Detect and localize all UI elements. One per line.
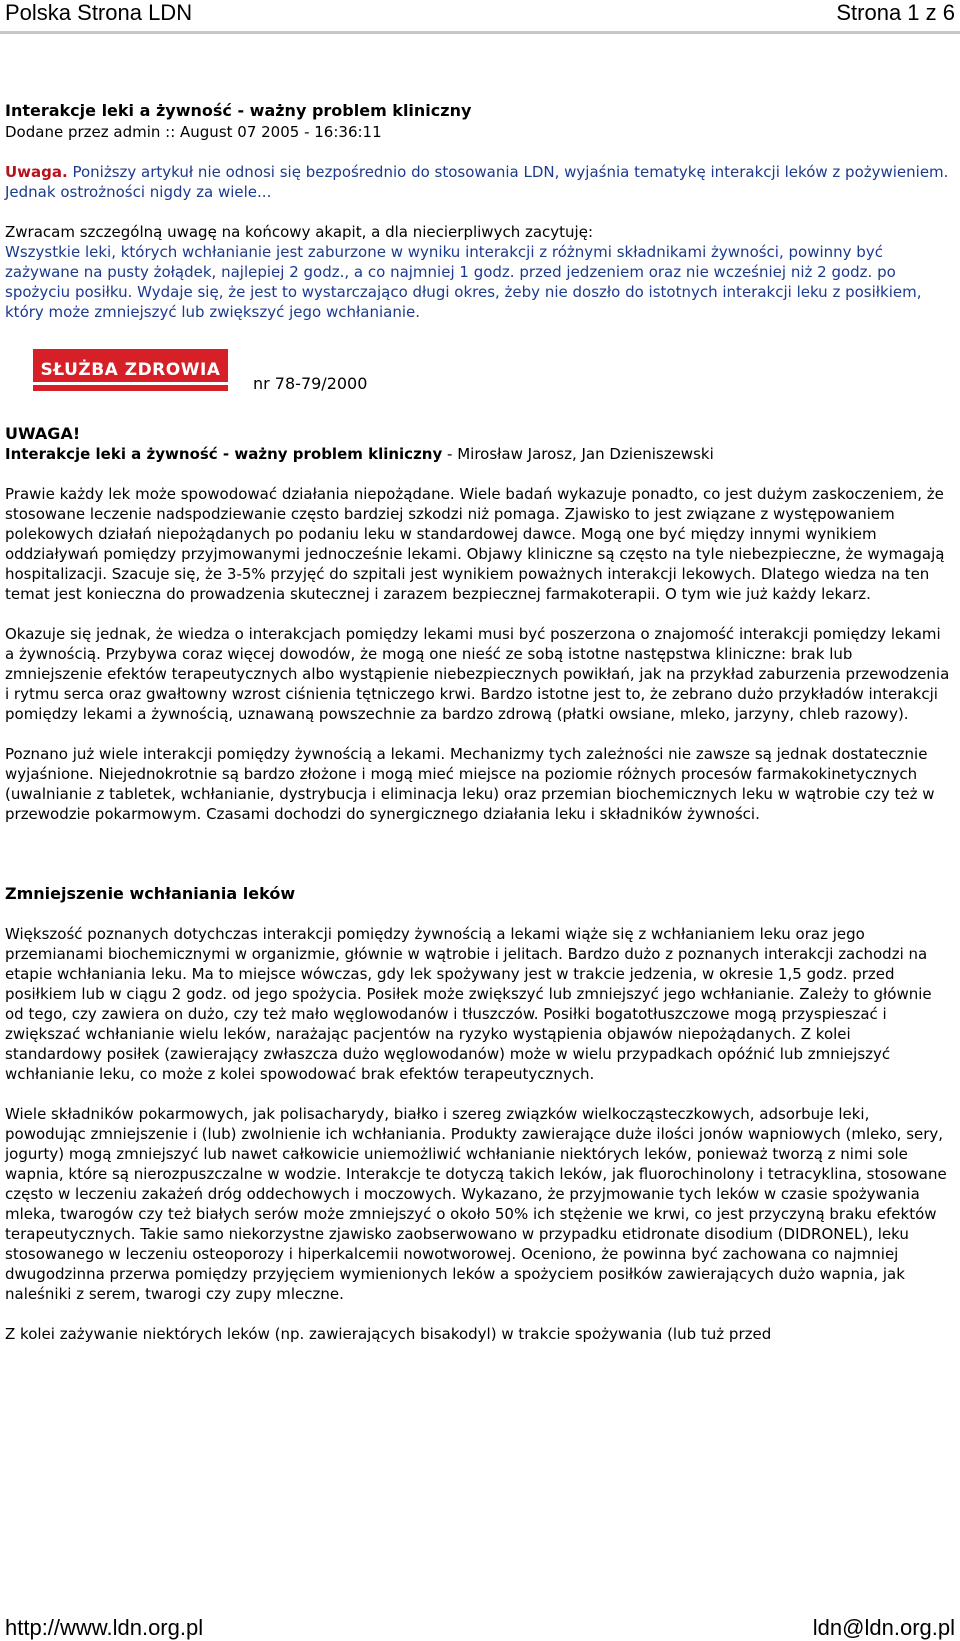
byline <box>5 444 952 464</box>
article-body <box>5 100 952 1344</box>
source-row <box>5 344 952 424</box>
footer-email[interactable]: ldn@ldn.org.pl <box>812 1615 955 1640</box>
intro-quote: Wszystkie leki, których wchłanianie jest zaburzone w wyniku interakcji z różnymi składnikami żywności, powinny być zażywane na pusty żołądek, najlepiej 2 godz., a co najmniej 1 godz. przed jedzeniem oraz nie wcześniej niż 2 godz. po spożyciu posiłku. Wydaje się, że jest to wystarczająco długi okres, żeby nie doszło do istotnych interakcji leku z posiłkiem, który może zmniejszyć lub zwiększyć jego wchłanianie. <box>5 243 922 321</box>
paragraph-2: Okazuje się jednak, że wiedza o interakcjach pomiędzy lekami musi być poszerzona o znajomość interakcji pomiędzy lekami a żywnością. Przybywa coraz więcej dowodów, że mogą one nieść ze sobą istotne następstwa kliniczne: brak lub zmniejszenie efektów terapeutycznych albo wystąpienie niebezpiecznych powikłań, jak na przykład zaburzenia przewodzenia i rytmu serca oraz gwałtowny wzrost ciśnienia tętniczego krwi. Bardzo istotne jest to, że zebrano dużo przykładów interakcji pomiędzy lekami a żywnością, uznawaną powszechnie za bardzo zdrową (płatki owsiane, mleko, jarzyny, chleb razowy). <box>5 625 950 723</box>
article-title: Interakcje leki a żywność - ważny problem kliniczny <box>5 101 472 120</box>
note-label: Uwaga. <box>5 163 68 181</box>
paragraph-1: Prawie każdy lek może spowodować działania niepożądane. Wiele badań wykazuje ponadto, co jest dużym zaskoczeniem, że stosowane leczenie nadspodziewanie często bardziej szkodzi niż pomaga. Zjawisko to jest związane z występowaniem polekowych działań niepożądanych po podaniu leku w standardowej dawce. Mogą one być między innymi wynikiem oddziaływań pomiędzy przyjmowanymi jednocześnie lekami. Objawy kliniczne są często na tyle niebezpieczne, że wymagają hospitalizacji. Szacuje się, że 3-5% przyjęć do szpitali jest wynikiem poważnych interakcji lekowych. Dlatego wiedza na ten temat jest konieczna do prowadzenia skutecznej i zarazem bezpiecznej farmakoterapii. O tym wie już każdy lekarz. <box>5 485 945 603</box>
section-paragraph-1: Większość poznanych dotychczas interakcji pomiędzy żywnością a lekami wiąże się z wchłanianiem leku oraz jego przemianami biochemicznymi w organizmie, głównie w wątrobie i jelitach. Bardzo dużo z poznanych interakcji zachodzi na etapie wchłaniania leku. Ma to miejsce wówczas, gdy lek spożywany jest w trakcie jedzenia, w okresie 1,5 godz. przed posiłkiem lub w ciągu 2 godz. od jego spożycia. Posiłek może zwiększyć lub zmniejszyć jego wchłanianie. Zależy to głównie od tego, czy zawiera on dużo, czy też mało węglowodanów i tłuszczów. Posiłki bogatotłuszczowe mogą przyspieszać i zwiększać wchłanianie wielu leków, narażając pacjentów na ryzyko wystąpienia objawów niepożądanych. Z kolei standardowy posiłek (zawierający zwłaszcza dużo węglowodanów) może w wielu przypadkach opóźnić lub zmniejszyć wchłanianie leku, co może z kolei spowodować brak efektów terapeutycznych. <box>5 925 932 1083</box>
header-divider <box>0 31 960 34</box>
footer-url[interactable]: http://www.ldn.org.pl <box>5 1615 204 1640</box>
section-paragraph-3: Z kolei zażywanie niektórych leków (np. zawierających bisakodyl) w trakcie spożywania (lub tuż przed <box>5 1325 772 1343</box>
paragraph-3: Poznano już wiele interakcji pomiędzy żywnością a lekami. Mechanizmy tych zależności nie zawsze są jednak dostatecznie wyjaśnione. Niejednokrotnie są bardzo złożone i mogą mieć miejsce na poziomie różnych procesów farmakokinetycznych (uwalnianie z tabletek, wchłanianie, dystrybucja i eliminacja leku) oraz przemian biochemicznych leku w wątrobie czy też w przewodzie pokarmowym. Czasami dochodzi do synergicznego działania leku i składników żywności. <box>5 745 935 823</box>
intro-lead: Zwracam szczególną uwagę na końcowy akapit, a dla niecierpliwych zacytuję: <box>5 223 594 241</box>
byline-title: Interakcje leki a żywność - ważny problem kliniczny <box>5 445 443 463</box>
note-paragraph <box>5 162 952 202</box>
section-paragraph-2: Wiele składników pokarmowych, jak polisacharydy, białko i szereg związków wielkocząsteczkowych, adsorbuje leki, powodując zmniejszenie i (lub) zwolnienie ich wchłaniania. Produkty zawierające duże ilości jonów wapniowych (mleko, sery, jogurty) mogą zmniejszyć lub nawet całkowicie uniemożliwić wchłanianie niektórych leków, ponieważ tworzą z nimi sole wapnia, które są nierozpuszczalne w wodzie. Interakcje te dotyczą takich leków, jak fluorochinolony i tetracyklina, stosowane często w leczeniu zakażeń dróg oddechowych i moczowych. Wykazano, że przyjmowanie tych leków w czasie spożywania mleka, twarogów czy też białych serów może zmniejszyć o około 50% ich stężenie we krwi, co jest przyczyną braku efektów terapeutycznych. Takie samo niekorzystne zjawisko zaobserwowano w przypadku etidronate disodium (DIDRONEL), leku stosowanego w leczeniu osteoporozy i hiperkalcemii nowotworowej. Oceniono, że powinna być zachowana co najmniej dwugodzinna przerwa pomiędzy przyjęciem wymienionych leków a spożyciem posiłków zawierających dużo wapnia, jak naleśniki z serem, twarogi czy zupy mleczne. <box>5 1105 947 1303</box>
byline-authors: - Mirosław Jarosz, Jan Dzieniszewski <box>442 445 714 463</box>
issue-number: nr 78-79/2000 <box>253 374 368 393</box>
warning-label: UWAGA! <box>5 424 81 443</box>
article-meta: Dodane przez admin :: August 07 2005 - 16:36:11 <box>5 123 382 141</box>
note-text: Poniższy artykuł nie odnosi się bezpośrednio do stosowania LDN, wyjaśnia tematykę interakcji leków z pożywieniem. Jednak ostrożności nigdy za wiele... <box>5 163 949 201</box>
section-heading: Zmniejszenie wchłaniania leków <box>5 884 296 903</box>
page-number: Strona 1 z 6 <box>836 0 955 25</box>
site-name: Polska Strona LDN <box>5 0 193 25</box>
sluzba-zdrowia-logo: SŁUŻBA ZDROWIA <box>33 349 228 391</box>
